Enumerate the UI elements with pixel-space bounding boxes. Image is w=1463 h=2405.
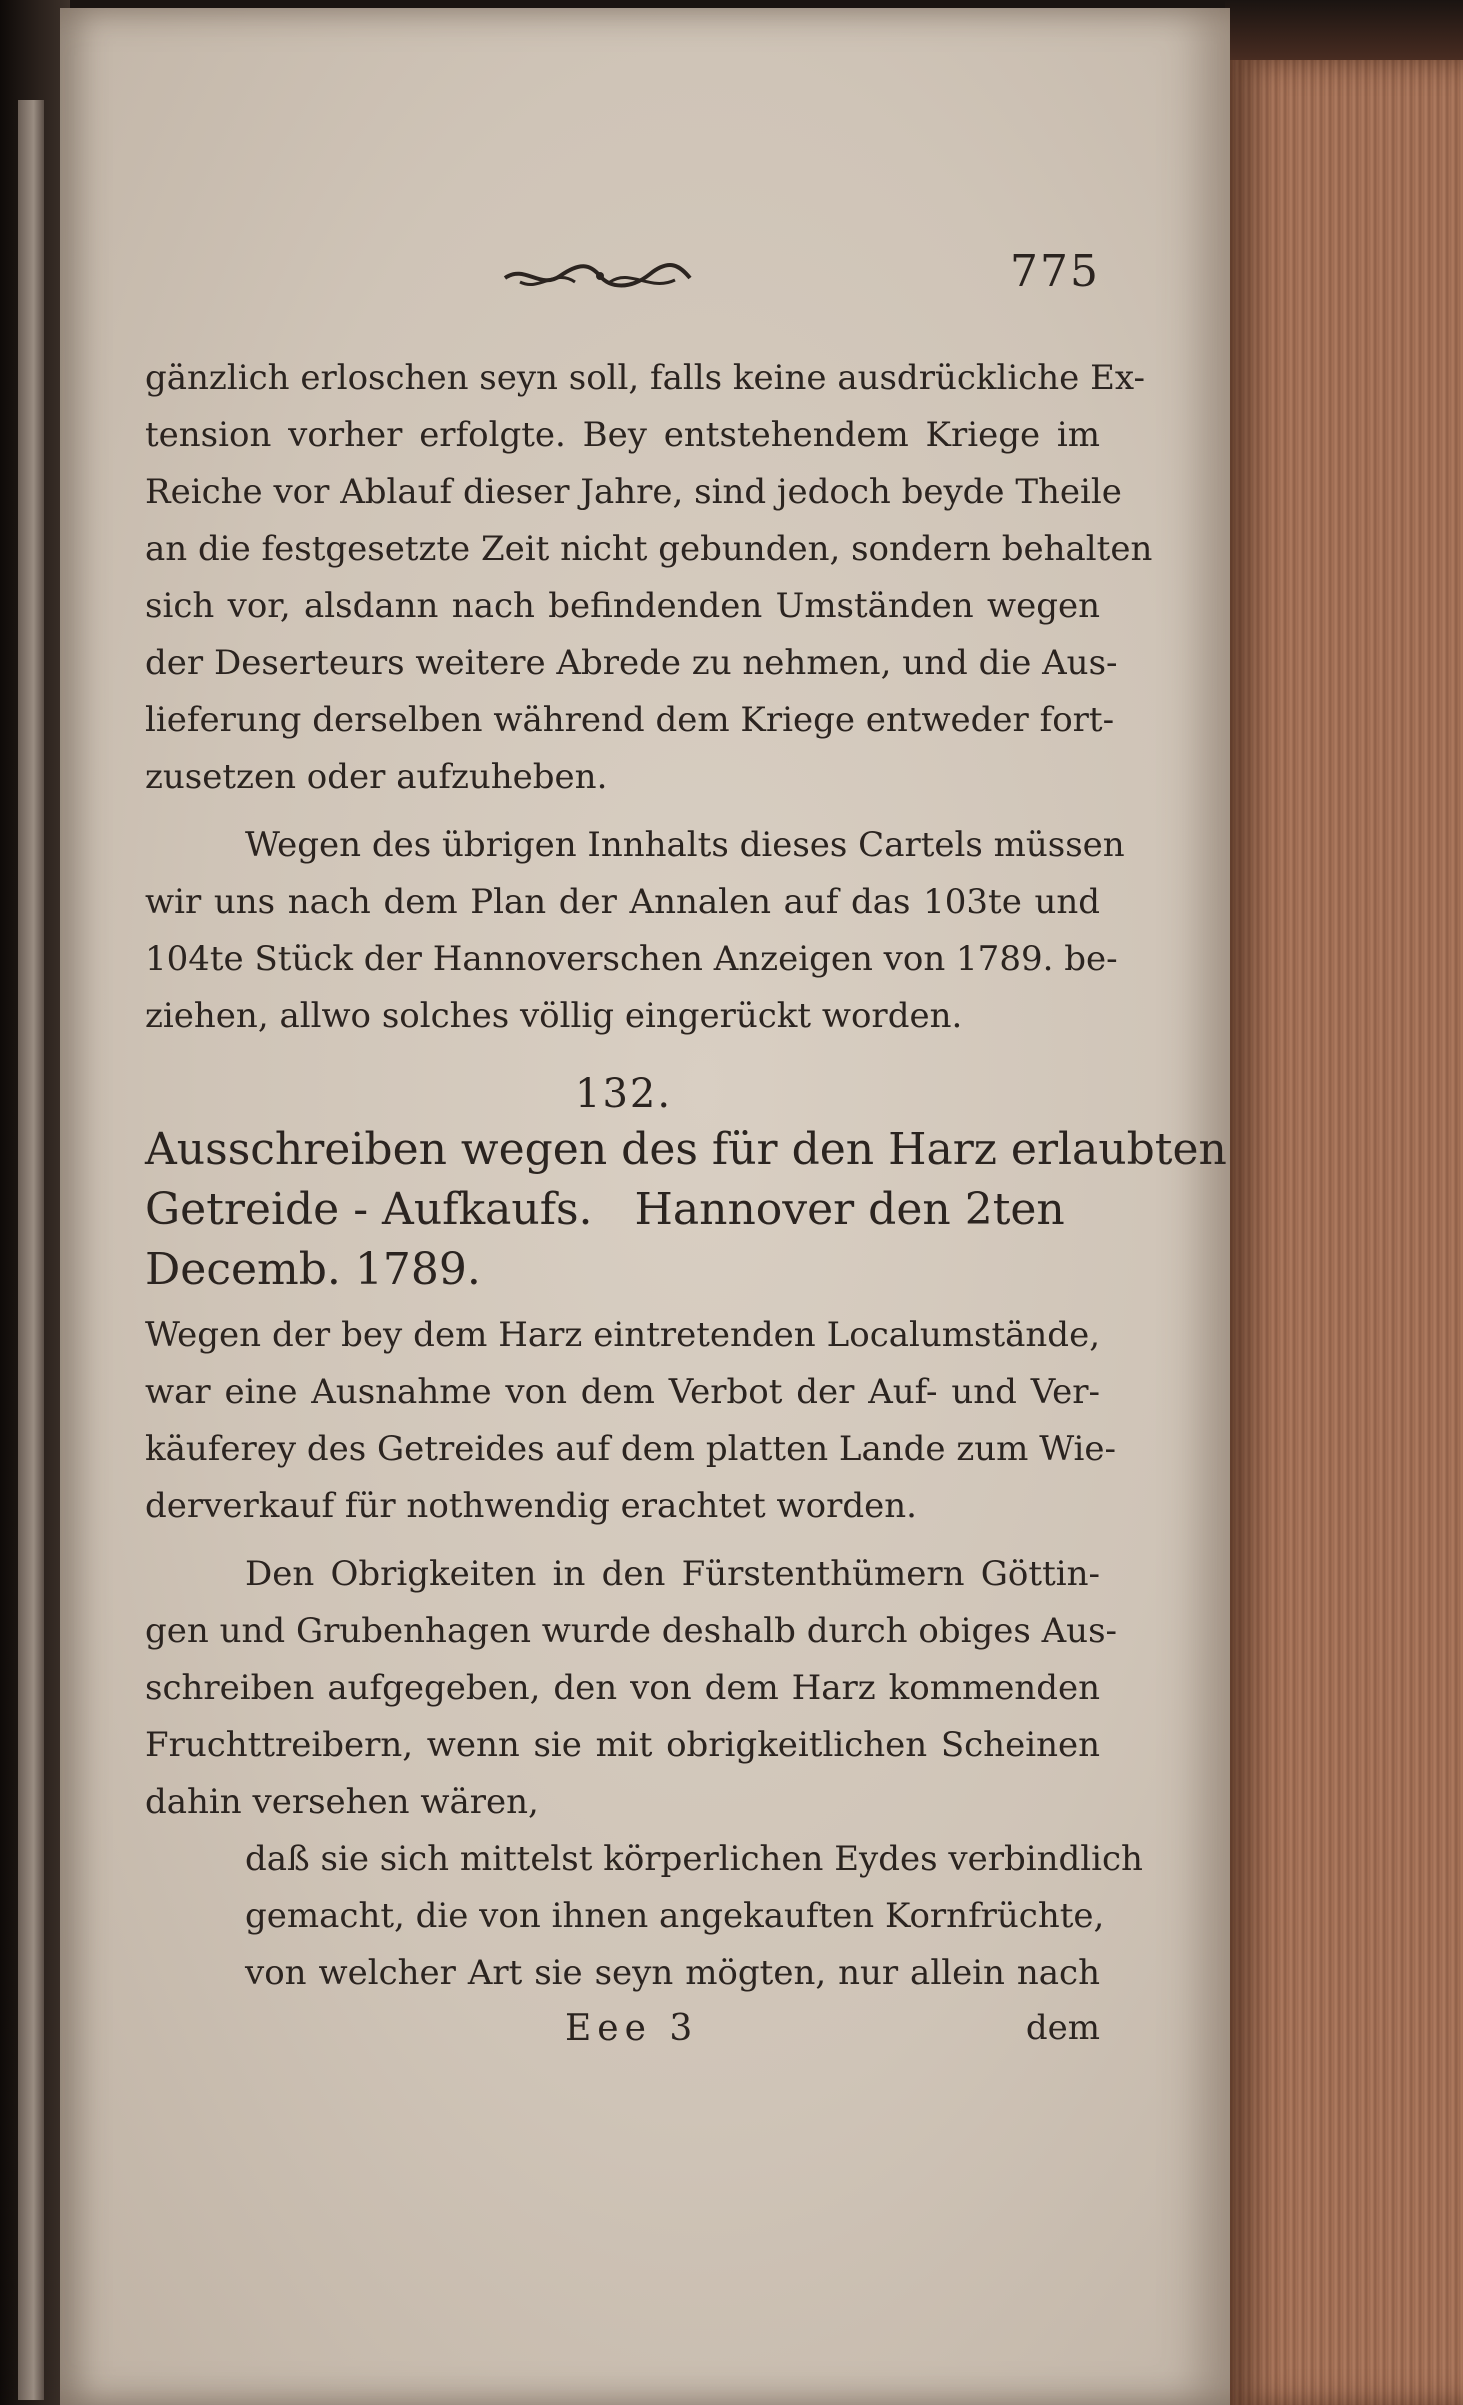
page-header [145,246,1100,306]
headpiece-ornament-icon [500,256,695,296]
paragraph3-line: derverkauf für nothwendig erachtet worden. [145,1486,917,1526]
page-number: 775 [1010,246,1100,297]
section-heading-line: Decemb. 1789. [145,1244,481,1295]
page-footer [145,2008,1100,2058]
paragraph1-line: der Deserteurs weitere Abrede zu nehmen, und die Aus- [145,643,1118,683]
book-page-stack-edge [1225,60,1463,2405]
paragraph4-line: Den Obrigkeiten in den Fürstenthümern Göttin- [245,1554,1100,1594]
paragraph1-line: gänzlich erloschen seyn soll, falls keine ausdrückliche Ex- [145,358,1145,398]
paragraph2-line: 104te Stück der Hannoverschen Anzeigen von 1789. be- [145,939,1118,979]
paragraph3-line: käuferey des Getreides auf dem platten Lande zum Wie- [145,1429,1117,1469]
previous-page-edge [18,100,44,2400]
paragraph3-line: Wegen der bey dem Harz eintretenden Localumstände, [145,1315,1100,1355]
paragraph5-line: von welcher Art sie seyn mögten, nur allein nach [245,1953,1100,1993]
paragraph5-line: daß sie sich mittelst körperlichen Eydes verbindlich [245,1839,1143,1879]
section-number: 132. [575,1071,673,1117]
paragraph3-line: war eine Ausnahme von dem Verbot der Auf- und Ver- [145,1372,1100,1412]
section-heading-line: Ausschreiben wegen des für den Harz erlaubten [145,1124,1227,1175]
paragraph4-line: Fruchttreibern, wenn sie mit obrigkeitlichen Scheinen [145,1725,1100,1765]
paragraph2-line: Wegen des übrigen Innhalts dieses Cartels müssen [245,825,1125,865]
paragraph4-line: dahin versehen wären, [145,1782,539,1822]
paragraph4-line: schreiben aufgegeben, den von dem Harz kommenden [145,1668,1100,1708]
paragraph2-line: wir uns nach dem Plan der Annalen auf das 103te und [145,882,1100,922]
paragraph1-line: Reiche vor Ablauf dieser Jahre, sind jedoch beyde Theile [145,472,1122,512]
signature-mark: Eee 3 [565,2008,699,2049]
book-page [60,8,1230,2405]
catchword: dem [1025,2008,1100,2048]
paragraph1-line: tension vorher erfolgte. Bey entstehendem Kriege im [145,415,1100,455]
paragraph1-line: lieferung derselben während dem Kriege entweder fort- [145,700,1115,740]
paragraph2-line: ziehen, allwo solches völlig eingerückt worden. [145,996,963,1036]
paragraph1-line: zusetzen oder aufzuheben. [145,757,608,797]
paragraph1-line: sich vor, alsdann nach befindenden Umständen wegen [145,586,1100,626]
paragraph1-line: an die festgesetzte Zeit nicht gebunden, sondern behalten [145,529,1153,569]
paragraph5-line: gemacht, die von ihnen angekauften Kornfrüchte, [245,1896,1105,1936]
section-heading-line: Getreide - Aufkaufs. Hannover den 2ten [145,1184,1065,1235]
paragraph4-line: gen und Grubenhagen wurde deshalb durch obiges Aus- [145,1611,1118,1651]
